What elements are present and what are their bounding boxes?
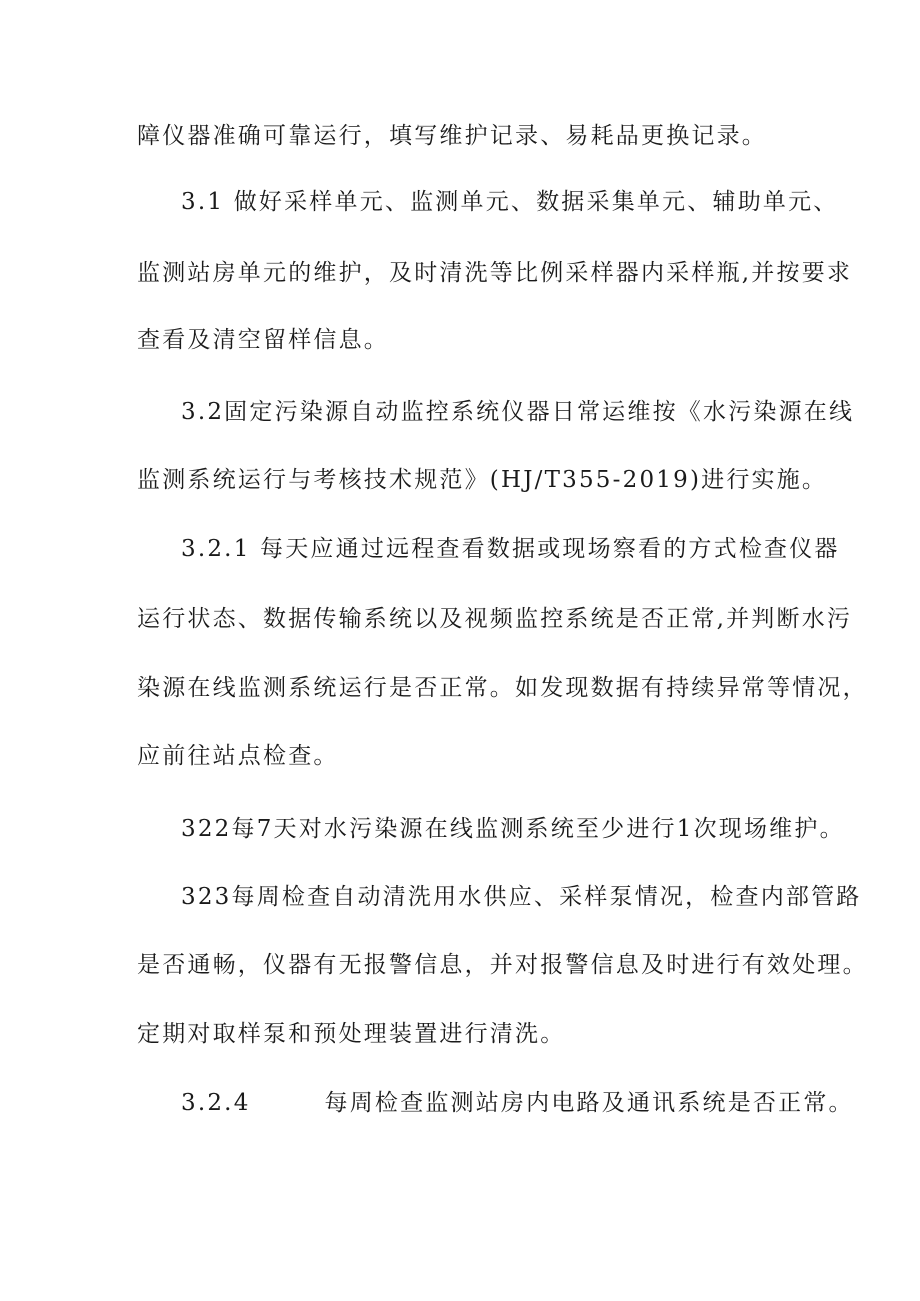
text-line-8: 运行状态、数据传输系统以及视频监控系统是否正常,并判断水污 bbox=[137, 606, 853, 632]
text-line-2: 3.1 做好采样单元、监测单元、数据采集单元、辅助单元、 bbox=[181, 189, 839, 215]
text-line-7: 3.2.1 每天应通过远程查看数据或现场察看的方式检查仪器 bbox=[181, 536, 840, 562]
text-line-6: 监测系统运行与考核技术规范》(HJ/T355-2019)进行实施。 bbox=[137, 467, 828, 493]
text-line-10: 应前往站点检查。 bbox=[137, 743, 339, 769]
text-line-11: 322每7天对水污染源在线监测系统至少进行1次现场维护。 bbox=[181, 816, 845, 842]
text-line-14: 定期对取样泵和预处理装置进行清洗。 bbox=[137, 1021, 566, 1047]
text-line-12: 323每周检查自动清洗用水供应、采样泵情况，检查内部管路 bbox=[181, 884, 862, 910]
text-line-3: 监测站房单元的维护，及时清洗等比例采样器内采样瓶,并按要求 bbox=[137, 260, 853, 286]
text-line-9: 染源在线监测系统运行是否正常。如发现数据有持续异常等情况， bbox=[137, 675, 868, 701]
text-line-4: 查看及清空留样信息。 bbox=[137, 327, 389, 353]
section-text: 每周检查监测站房内电路及通讯系统是否正常。 bbox=[324, 1090, 854, 1116]
text-line-1: 障仪器准确可靠运行，填写维护记录、易耗品更换记录。 bbox=[137, 123, 767, 149]
text-line-15 bbox=[181, 1088, 854, 1118]
text-line-13: 是否通畅，仪器有无报警信息，并对报警信息及时进行有效处理。 bbox=[137, 952, 868, 978]
section-number: 3.2.4 bbox=[181, 1090, 251, 1116]
text-line-5: 3.2固定污染源自动监控系统仪器日常运维按《水污染源在线 bbox=[181, 399, 855, 425]
